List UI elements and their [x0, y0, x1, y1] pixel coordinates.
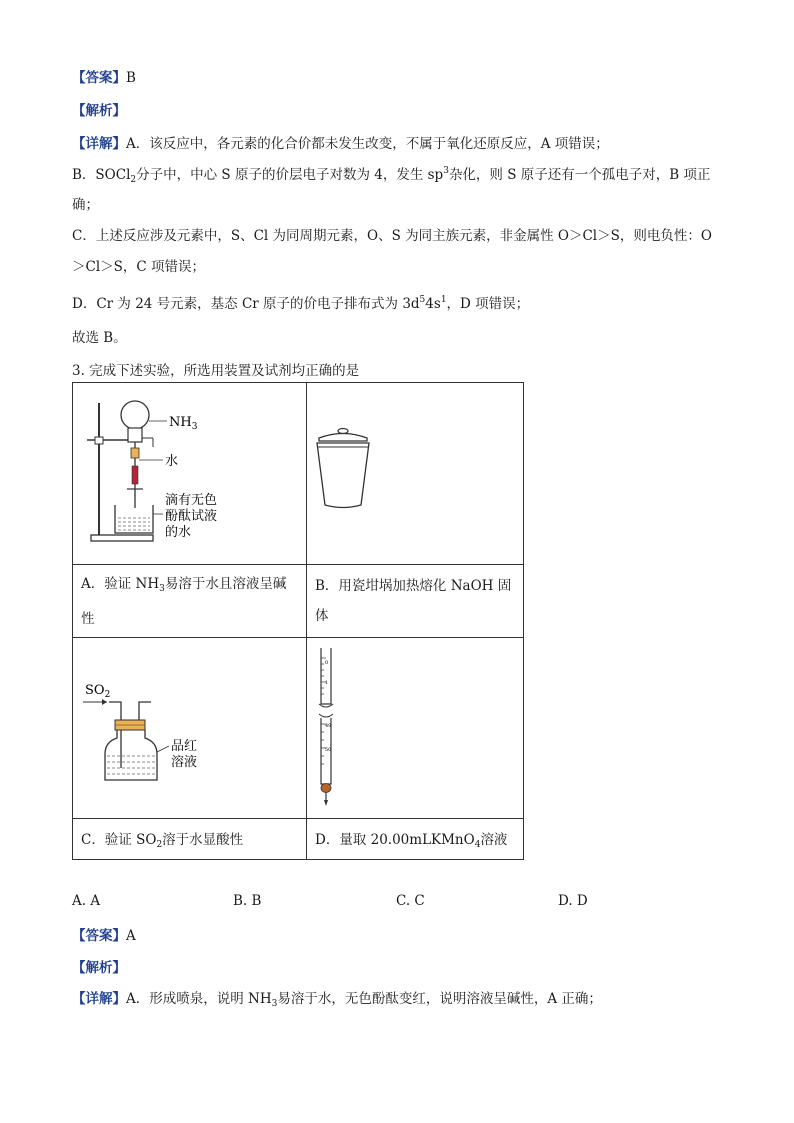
detail-b-sup: 3: [443, 166, 449, 176]
burette-mark-1: 1: [325, 680, 329, 686]
figure-d-cell: [307, 638, 524, 819]
burette-mark-50: 50: [325, 747, 332, 753]
option-d-pre: D．量取 20.00mLKMnO: [315, 832, 475, 848]
detail-d-post: ，D 项错误；: [446, 296, 530, 312]
figure-a-cell: [73, 383, 307, 565]
fountain-apparatus-figure: [73, 383, 306, 560]
figure-c-cell: [73, 638, 307, 819]
option-a-cont: 性: [81, 610, 95, 627]
answer-line: [72, 66, 136, 86]
detail-line-c2: ＞Cl＞S，C 项错误；: [72, 259, 206, 275]
nh3-label: $NH_3$: [169, 415, 198, 432]
q3-answer-tag: 【答案】: [72, 928, 126, 944]
answer-tag: 【答案】: [72, 70, 126, 86]
detail-a-text: A．该反应中，各元素的化合价都未发生改变，不属于氧化还原反应，A 项错误；: [126, 136, 609, 152]
option-c-sub: 2: [156, 840, 163, 850]
choice-a: A. A: [72, 893, 101, 909]
q3-detail-pre: A．形成喷泉，说明 NH: [126, 991, 272, 1007]
figure-b-cell: [307, 383, 524, 565]
option-a-post: 易溶于水且溶液呈碱: [164, 575, 287, 592]
option-d-cell: [307, 819, 524, 860]
option-b-cont: 体: [315, 608, 329, 624]
analysis-tag-line: [72, 99, 126, 119]
option-d-post: 溶液: [480, 832, 508, 848]
choice-b: B. B: [233, 893, 262, 909]
option-c-cell: [73, 819, 307, 860]
q3-detail-tag: 【详解】: [72, 991, 126, 1007]
choice-c: C. C: [396, 893, 425, 909]
answer-value: B: [126, 70, 136, 86]
q3-answer-value: A: [126, 928, 136, 944]
liquid-label-3: 的水: [165, 525, 192, 540]
q3-detail-line: [72, 987, 602, 1009]
experiment-table: [72, 382, 524, 860]
q3-detail-post: 易溶于水，无色酚酞变红，说明溶液呈碱性，A 正确；: [277, 991, 602, 1007]
option-b-cell: [307, 565, 524, 638]
detail-d-pre: D．Cr 为 24 号元素，基态 Cr 原子的价电子排布式为 3d: [72, 296, 420, 312]
option-a-pre: A．验证 NH: [81, 575, 160, 592]
q3-analysis-line: [72, 956, 126, 976]
gas-washing-bottle-figure: [73, 638, 306, 814]
detail-b-mid: 分子中，中心 S 原子的价层电子对数为 4，发生 sp: [136, 167, 444, 183]
detail-b-pre: B．SOCl: [72, 167, 131, 183]
choice-d: D. D: [558, 893, 588, 909]
water-label: 水: [165, 454, 179, 469]
detail-line-b: [72, 163, 710, 185]
detail-d-sup2: 1: [440, 295, 447, 305]
detail-d-mid: 4s: [425, 296, 441, 312]
liquid-label-2: 酚酞试液: [165, 509, 218, 524]
option-a-sub: 3: [159, 583, 165, 594]
detail-b-post: 杂化，则 S 原子还有一个孤电子对，B 项正: [448, 167, 711, 183]
option-c-pre: C．验证 SO: [81, 832, 157, 848]
burette-mark-49: 49: [325, 723, 332, 729]
detail-line-c1: C．上述反应涉及元素中，S、Cl 为同周期元素，O、S 为同主族元素，非金属性 O＞Cl＞S，则电负性：O: [72, 228, 712, 244]
detail-b-sub: 2: [130, 175, 137, 185]
analysis-tag: 【解析】: [72, 103, 126, 119]
detail-line-b-cont: 确；: [72, 197, 99, 213]
detail-d-sup1: 5: [419, 295, 426, 305]
liquid-label-1: 滴有无色: [165, 493, 218, 508]
q3-detail-sub: 3: [271, 999, 278, 1009]
detail-line-d: [72, 292, 529, 312]
burette-figure: [307, 638, 523, 814]
option-d-sub: 4: [474, 840, 481, 850]
option-b-text: B．用瓷坩埚加热熔化 NaOH 固: [315, 578, 512, 594]
option-a-cell: [73, 565, 307, 638]
detail-line-a: [72, 132, 609, 152]
detail-tag: 【详解】: [72, 136, 126, 152]
so2-label: $SO_2$: [85, 683, 111, 700]
burette-mark-0: 0: [325, 660, 329, 666]
q3-analysis-tag: 【解析】: [72, 960, 126, 976]
option-c-post: 溶于水显酸性: [162, 832, 244, 848]
crucible-figure: [307, 383, 523, 560]
q3-answer-line: [72, 924, 136, 944]
reagent-label-2: 溶液: [171, 755, 198, 770]
question-3-stem: 3. 完成下述实验，所选用装置及试剂均正确的是: [72, 363, 360, 379]
reagent-label-1: 品红: [171, 739, 198, 754]
conclusion-line: 故选 B。: [72, 330, 127, 346]
